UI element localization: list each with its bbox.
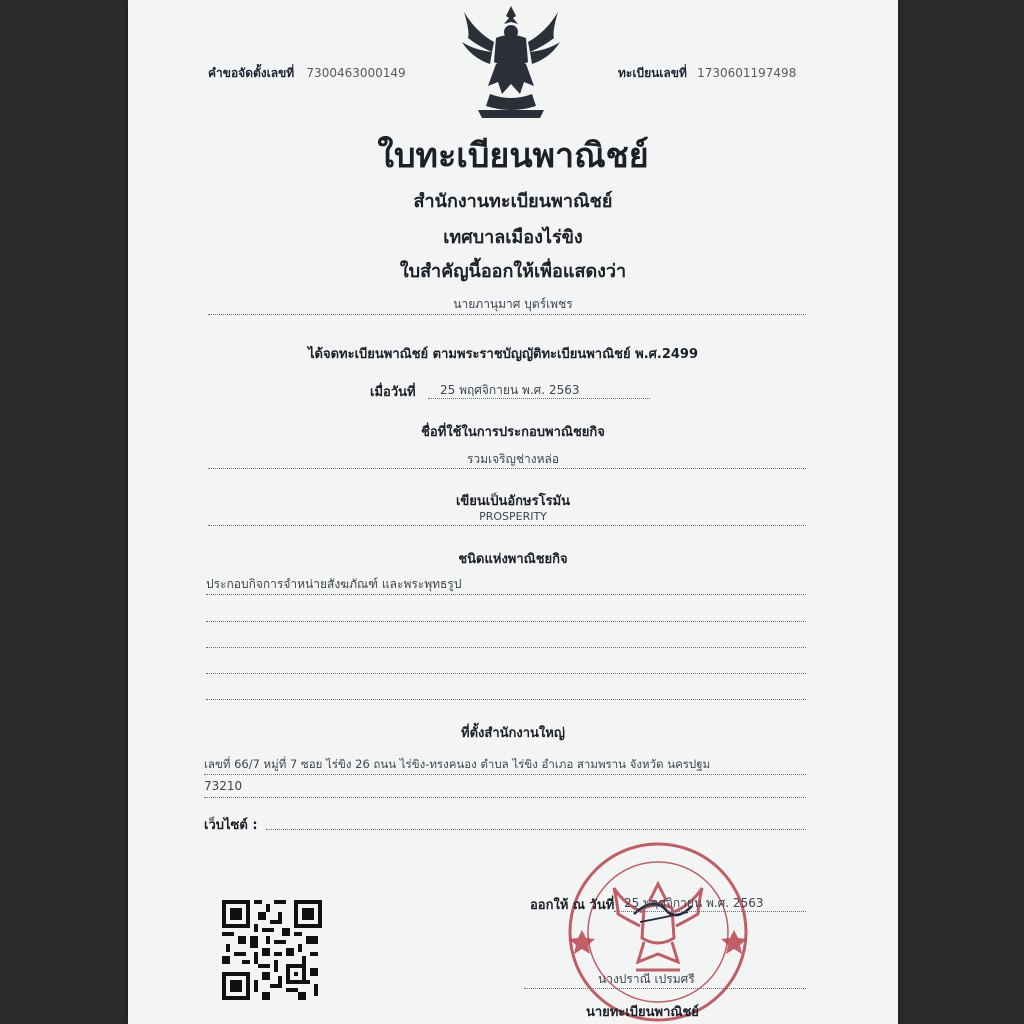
roman-name-label: เขียนเป็นอักษรโรมัน [455, 494, 571, 509]
request-number-value: 7300463000149 [306, 66, 406, 80]
registration-number-value: 1730601197498 [697, 66, 797, 80]
business-name-line [208, 468, 806, 469]
roman-name-line [208, 525, 806, 526]
issue-date-label: ออกให้ ณ วันที่ [530, 898, 615, 913]
registration-number-label: ทะเบียนเลขที่ [618, 66, 687, 80]
qr-code-icon [222, 900, 322, 1000]
owner-name: นายภานุมาศ บุตร์เพชร [453, 297, 573, 311]
business-type-line-5 [206, 699, 806, 700]
signer-line [524, 988, 806, 989]
official-seal-icon [558, 838, 758, 1024]
date-value: 25 พฤศจิกายน พ.ศ. 2563 [440, 383, 580, 397]
hq-address-line-2: 73210 [204, 779, 243, 793]
website-label: เว็บไซต์ : [204, 818, 258, 833]
signer-name: นางปราณี เปรมศรี [598, 972, 695, 986]
signer-title: นายทะเบียนพาณิชย์ [586, 1005, 699, 1020]
certificate-statement: ใบสำคัญนี้ออกให้เพื่อแสดงว่า [399, 261, 627, 282]
hq-address-underline-1 [204, 774, 806, 775]
request-number [208, 64, 406, 83]
document-title: ใบทะเบียนพาณิชย์ [377, 136, 649, 176]
hq-address-line-1: เลขที่ 66/7 หมู่ที่ 7 ซอย ไร่ขิง 26 ถนน ไร่ขิง-ทรงคนอง ตำบล ไร่ขิง อำเภอ สามพราน จังหวัด นครปฐม [204, 757, 711, 771]
request-number-label: คำขอจัดตั้งเลขที่ [208, 66, 295, 80]
date-label: เมื่อวันที่ [370, 385, 416, 400]
hq-address-underline-2 [204, 797, 806, 798]
certificate-page [128, 0, 898, 1024]
hq-address-label: ที่ตั้งสำนักงานใหญ่ [461, 726, 565, 741]
owner-name-line [208, 314, 806, 315]
business-type-line-1 [206, 594, 806, 595]
roman-name-value: PROSPERITY [479, 510, 547, 523]
date-line [428, 398, 650, 399]
registration-number [618, 64, 796, 83]
garuda-emblem-icon [456, 2, 566, 120]
issue-date-line [614, 911, 806, 912]
business-type-label: ชนิดแห่งพาณิชยกิจ [458, 552, 568, 567]
business-name-value: รวมเจริญช่างหล่อ [466, 452, 560, 466]
issue-date-value: 25 พฤศจิกายน พ.ศ. 2563 [624, 896, 764, 910]
office-name: สำนักงานทะเบียนพาณิชย์ [413, 191, 613, 212]
registration-statement: ได้จดทะเบียนพาณิชย์ ตามพระราชบัญญัติทะเบียนพาณิชย์ พ.ศ.2499 [308, 347, 699, 362]
business-type-line-4 [206, 673, 806, 674]
municipality-name: เทศบาลเมืองไร่ขิง [443, 227, 583, 248]
business-name-label: ชื่อที่ใช้ในการประกอบพาณิชยกิจ [421, 425, 605, 440]
business-type-line-3 [206, 647, 806, 648]
business-type-line-2 [206, 621, 806, 622]
website-line [266, 829, 806, 830]
business-type-value: ประกอบกิจการจำหน่ายสังฆภัณฑ์ และพระพุทธรูป [206, 577, 462, 591]
